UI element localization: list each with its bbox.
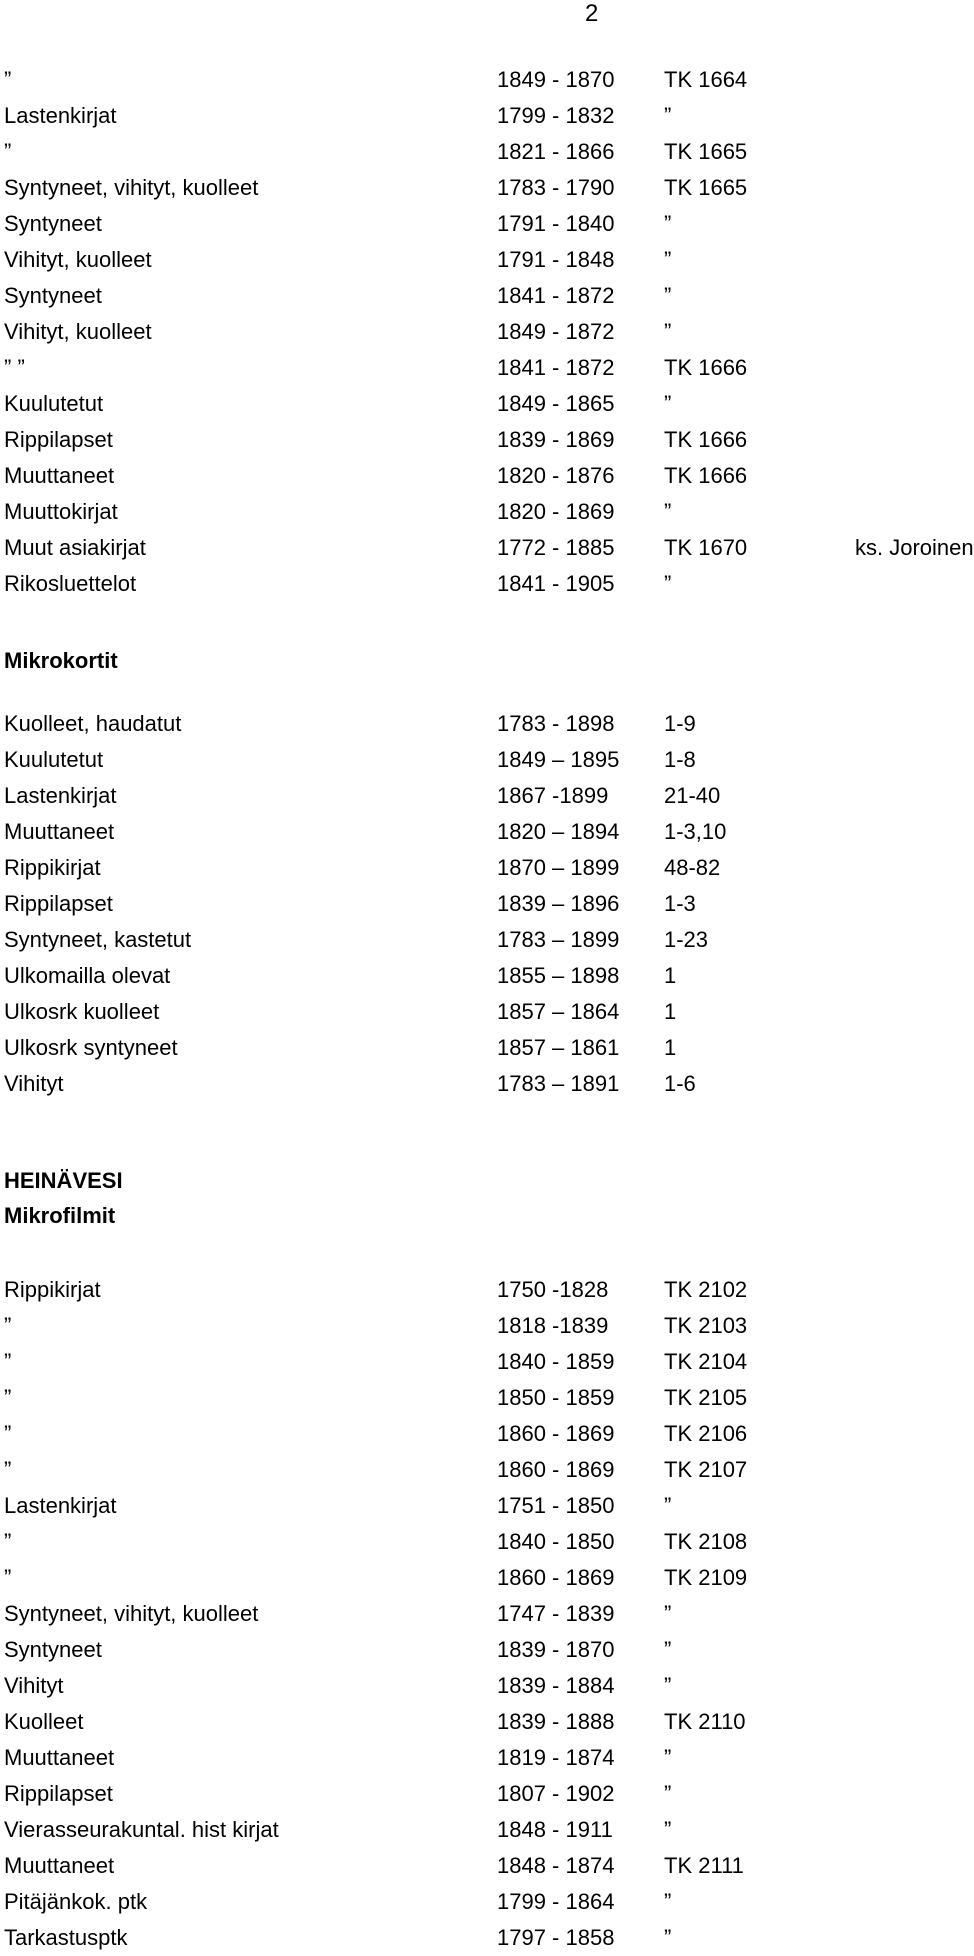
record-label: Vierasseurakuntal. hist kirjat bbox=[4, 1817, 279, 1842]
record-row bbox=[0, 706, 960, 742]
record-row bbox=[0, 170, 960, 206]
record-code: ” bbox=[664, 247, 672, 272]
record-label: Muuttaneet bbox=[4, 1745, 115, 1770]
record-row bbox=[0, 1308, 960, 1344]
record-code: TK 1670 bbox=[664, 535, 748, 560]
record-code: TK 1666 bbox=[664, 427, 748, 452]
record-label: Muuttaneet bbox=[4, 1853, 115, 1878]
record-year-range: 1839 - 1869 bbox=[497, 427, 615, 452]
record-row bbox=[0, 530, 974, 566]
record-label: ” bbox=[4, 1313, 12, 1338]
record-label: ” bbox=[4, 1457, 12, 1482]
record-year-range: 1860 - 1869 bbox=[497, 1457, 615, 1482]
record-label: Muuttaneet bbox=[4, 463, 115, 488]
microfilm-list-continued bbox=[0, 62, 974, 602]
record-row bbox=[0, 1524, 960, 1560]
record-label: Syntyneet, kastetut bbox=[4, 927, 192, 952]
record-row bbox=[0, 98, 960, 134]
record-row bbox=[0, 314, 960, 350]
record-label: Rippilapset bbox=[4, 427, 113, 452]
record-label: Muuttokirjat bbox=[4, 499, 118, 524]
record-label: Syntyneet bbox=[4, 211, 102, 236]
record-label: Muut asiakirjat bbox=[4, 535, 146, 560]
record-code: TK 2103 bbox=[664, 1313, 748, 1338]
record-label: Rippilapset bbox=[4, 891, 113, 916]
record-row bbox=[0, 1344, 960, 1380]
record-code: ” bbox=[664, 103, 672, 128]
microcard-list bbox=[0, 706, 960, 1102]
record-code: 1 bbox=[664, 999, 677, 1024]
record-code: TK 1666 bbox=[664, 355, 748, 380]
record-label: Syntyneet bbox=[4, 1637, 102, 1662]
record-label: ” bbox=[4, 1385, 12, 1410]
record-row bbox=[0, 1380, 960, 1416]
record-year-range: 1848 - 1874 bbox=[497, 1853, 615, 1878]
record-label: ” bbox=[4, 139, 12, 164]
record-year-range: 1772 - 1885 bbox=[497, 535, 615, 560]
record-label: Vihityt, kuolleet bbox=[4, 247, 152, 272]
record-year-range: 1820 – 1894 bbox=[497, 819, 620, 844]
record-row bbox=[0, 386, 960, 422]
record-code: 21-40 bbox=[664, 783, 721, 808]
record-year-range: 1839 – 1896 bbox=[497, 891, 620, 916]
record-code: 1 bbox=[664, 963, 677, 988]
record-label: Ulkosrk syntyneet bbox=[4, 1035, 178, 1060]
record-year-range: 1820 - 1876 bbox=[497, 463, 615, 488]
record-row bbox=[0, 458, 960, 494]
record-year-range: 1848 - 1911 bbox=[497, 1817, 613, 1842]
record-year-range: 1821 - 1866 bbox=[497, 139, 615, 164]
record-code: 1-8 bbox=[664, 747, 696, 772]
record-year-range: 1747 - 1839 bbox=[497, 1601, 615, 1626]
record-code: ” bbox=[664, 1925, 672, 1950]
record-code: ” bbox=[664, 1601, 672, 1626]
record-year-range: 1750 -1828 bbox=[497, 1277, 609, 1302]
record-row bbox=[0, 922, 960, 958]
record-year-range: 1807 - 1902 bbox=[497, 1781, 615, 1806]
record-code: 1-23 bbox=[664, 927, 709, 952]
record-row bbox=[0, 422, 960, 458]
record-year-range: 1783 - 1790 bbox=[497, 175, 615, 200]
record-row bbox=[0, 1848, 960, 1884]
record-code: ” bbox=[664, 1817, 672, 1842]
record-label: Tarkastusptk bbox=[4, 1925, 128, 1950]
record-note: ks. Joroinen bbox=[855, 535, 974, 560]
record-row bbox=[0, 1030, 960, 1066]
record-year-range: 1819 - 1874 bbox=[497, 1745, 615, 1770]
record-code: TK 2108 bbox=[664, 1529, 748, 1554]
record-code: ” bbox=[664, 1781, 672, 1806]
record-code: ” bbox=[664, 1493, 672, 1518]
record-row bbox=[0, 1272, 960, 1308]
record-label: Kuulutetut bbox=[4, 747, 104, 772]
record-year-range: 1860 - 1869 bbox=[497, 1421, 615, 1446]
record-row bbox=[0, 1920, 960, 1956]
record-code: TK 2104 bbox=[664, 1349, 748, 1374]
record-row bbox=[0, 994, 960, 1030]
record-code: ” bbox=[664, 391, 672, 416]
mikrokortit-heading: Mikrokortit bbox=[4, 648, 118, 673]
record-label: Ulkosrk kuolleet bbox=[4, 999, 160, 1024]
record-label: Lastenkirjat bbox=[4, 103, 117, 128]
record-row bbox=[0, 1066, 960, 1102]
record-row bbox=[0, 850, 960, 886]
record-year-range: 1791 - 1848 bbox=[497, 247, 615, 272]
record-row bbox=[0, 566, 960, 602]
record-row bbox=[0, 1704, 960, 1740]
record-row bbox=[0, 742, 960, 778]
record-year-range: 1870 – 1899 bbox=[497, 855, 620, 880]
record-code: 1 bbox=[664, 1035, 677, 1060]
record-label: ” bbox=[4, 1529, 12, 1554]
mikrofilmit-heading: Mikrofilmit bbox=[4, 1203, 116, 1228]
record-row bbox=[0, 134, 960, 170]
record-code: 48-82 bbox=[664, 855, 721, 880]
record-code: ” bbox=[664, 211, 672, 236]
record-row bbox=[0, 62, 960, 98]
record-label: ” bbox=[4, 1421, 12, 1446]
record-row bbox=[0, 1488, 960, 1524]
record-label: Syntyneet, vihityt, kuolleet bbox=[4, 1601, 259, 1626]
record-row bbox=[0, 278, 960, 314]
record-row bbox=[0, 1668, 960, 1704]
record-year-range: 1797 - 1858 bbox=[497, 1925, 615, 1950]
heinavesi-microfilm-list bbox=[0, 1272, 960, 1956]
record-code: ” bbox=[664, 1673, 672, 1698]
record-label: Lastenkirjat bbox=[4, 783, 117, 808]
record-year-range: 1855 – 1898 bbox=[497, 963, 620, 988]
record-row bbox=[0, 1596, 960, 1632]
record-row bbox=[0, 350, 960, 386]
record-year-range: 1860 - 1869 bbox=[497, 1565, 615, 1590]
record-label: ” ” bbox=[4, 355, 25, 380]
record-year-range: 1799 - 1832 bbox=[497, 103, 615, 128]
record-label: Syntyneet, vihityt, kuolleet bbox=[4, 175, 259, 200]
record-label: Kuolleet, haudatut bbox=[4, 711, 182, 736]
parish-heading: HEINÄVESI bbox=[4, 1168, 123, 1193]
record-code: TK 1664 bbox=[664, 67, 748, 92]
record-year-range: 1867 -1899 bbox=[497, 783, 609, 808]
record-row bbox=[0, 1740, 960, 1776]
record-code: ” bbox=[664, 319, 672, 344]
record-row bbox=[0, 1776, 960, 1812]
record-year-range: 1839 - 1888 bbox=[497, 1709, 615, 1734]
record-code: 1-3,10 bbox=[664, 819, 727, 844]
record-year-range: 1783 – 1899 bbox=[497, 927, 620, 952]
record-row bbox=[0, 1812, 960, 1848]
record-row bbox=[0, 814, 960, 850]
record-year-range: 1841 - 1905 bbox=[497, 571, 615, 596]
record-code: 1-6 bbox=[664, 1071, 696, 1096]
record-label: Pitäjänkok. ptk bbox=[4, 1889, 148, 1914]
record-label: Ulkomailla olevat bbox=[4, 963, 171, 988]
record-label: Kuolleet bbox=[4, 1709, 84, 1734]
record-year-range: 1849 - 1872 bbox=[497, 319, 615, 344]
record-year-range: 1791 - 1840 bbox=[497, 211, 615, 236]
record-label: Syntyneet bbox=[4, 283, 102, 308]
record-code: TK 2109 bbox=[664, 1565, 748, 1590]
record-row bbox=[0, 1632, 960, 1668]
record-label: Rippikirjat bbox=[4, 1277, 101, 1302]
record-row bbox=[0, 494, 960, 530]
record-code: 1-9 bbox=[664, 711, 696, 736]
record-label: Kuulutetut bbox=[4, 391, 104, 416]
record-label: Lastenkirjat bbox=[4, 1493, 117, 1518]
record-year-range: 1820 - 1869 bbox=[497, 499, 615, 524]
record-code: 1-3 bbox=[664, 891, 696, 916]
record-year-range: 1840 - 1850 bbox=[497, 1529, 615, 1554]
record-code: ” bbox=[664, 1745, 672, 1770]
record-year-range: 1783 – 1891 bbox=[497, 1071, 620, 1096]
record-row bbox=[0, 778, 960, 814]
record-code: ” bbox=[664, 1637, 672, 1662]
record-code: TK 2107 bbox=[664, 1457, 748, 1482]
record-label: Vihityt bbox=[4, 1673, 64, 1698]
record-code: ” bbox=[664, 499, 672, 524]
record-label: ” bbox=[4, 67, 12, 92]
page-number: 2 bbox=[585, 0, 599, 27]
record-code: TK 2106 bbox=[664, 1421, 748, 1446]
record-code: TK 2105 bbox=[664, 1385, 748, 1410]
record-year-range: 1818 -1839 bbox=[497, 1313, 609, 1338]
record-row bbox=[0, 1884, 960, 1920]
record-year-range: 1849 - 1870 bbox=[497, 67, 615, 92]
record-year-range: 1841 - 1872 bbox=[497, 355, 615, 380]
record-label: ” bbox=[4, 1349, 12, 1374]
record-year-range: 1839 - 1884 bbox=[497, 1673, 615, 1698]
record-year-range: 1857 – 1864 bbox=[497, 999, 620, 1024]
record-label: ” bbox=[4, 1565, 12, 1590]
record-row bbox=[0, 1560, 960, 1596]
record-year-range: 1849 - 1865 bbox=[497, 391, 615, 416]
record-label: Rippikirjat bbox=[4, 855, 101, 880]
record-year-range: 1799 - 1864 bbox=[497, 1889, 615, 1914]
record-code: TK 2102 bbox=[664, 1277, 748, 1302]
record-year-range: 1841 - 1872 bbox=[497, 283, 615, 308]
record-label: Vihityt bbox=[4, 1071, 64, 1096]
record-row bbox=[0, 206, 960, 242]
record-year-range: 1839 - 1870 bbox=[497, 1637, 615, 1662]
record-year-range: 1840 - 1859 bbox=[497, 1349, 615, 1374]
record-code: TK 1665 bbox=[664, 175, 748, 200]
record-row bbox=[0, 958, 960, 994]
record-year-range: 1783 - 1898 bbox=[497, 711, 615, 736]
record-year-range: 1850 - 1859 bbox=[497, 1385, 615, 1410]
record-label: Rikosluettelot bbox=[4, 571, 137, 596]
record-row bbox=[0, 242, 960, 278]
record-year-range: 1849 – 1895 bbox=[497, 747, 620, 772]
record-row bbox=[0, 1452, 960, 1488]
record-year-range: 1857 – 1861 bbox=[497, 1035, 620, 1060]
record-label: Muuttaneet bbox=[4, 819, 115, 844]
record-code: ” bbox=[664, 283, 672, 308]
record-year-range: 1751 - 1850 bbox=[497, 1493, 615, 1518]
record-code: ” bbox=[664, 1889, 672, 1914]
record-code: TK 1665 bbox=[664, 139, 748, 164]
record-code: TK 2110 bbox=[664, 1709, 746, 1734]
record-code: TK 2111 bbox=[664, 1853, 744, 1878]
record-row bbox=[0, 886, 960, 922]
record-code: TK 1666 bbox=[664, 463, 748, 488]
record-label: Rippilapset bbox=[4, 1781, 113, 1806]
record-code: ” bbox=[664, 571, 672, 596]
record-row bbox=[0, 1416, 960, 1452]
record-label: Vihityt, kuolleet bbox=[4, 319, 152, 344]
